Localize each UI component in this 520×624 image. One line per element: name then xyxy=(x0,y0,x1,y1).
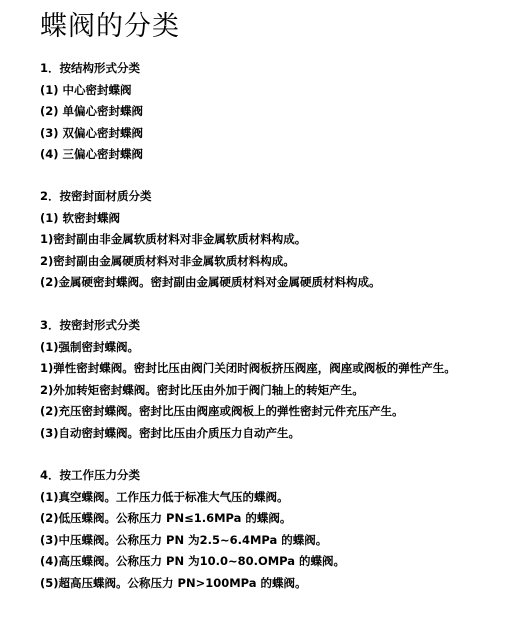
list-item: (1)真空蝶阀。工作压力低于标准大气压的蝶阀。 xyxy=(40,489,289,504)
section-seal-form xyxy=(40,315,456,445)
list-item: (2)充压密封蝶阀。密封比压由阀座或阀板上的弹性密封元件充压产生。 xyxy=(40,404,404,419)
section-heading: 1．按结构形式分类 xyxy=(40,61,141,75)
list-item: (3)中压蝶阀。公称压力 PN 为2.5~6.4MPa 的蝶阀。 xyxy=(40,532,328,547)
list-item: (2) 单偏心密封蝶阀 xyxy=(40,104,144,119)
list-item: (3)自动密封蝶阀。密封比压由介质压力自动产生。 xyxy=(40,425,301,440)
section-seal-material xyxy=(40,186,381,294)
list-item: (2)低压蝶阀。公称压力 PN≤1.6MPa 的蝶阀。 xyxy=(40,511,292,526)
list-item: 1)弹性密封蝶阀。密封比压由阀门关闭时阀板挤压阀座，阀座或阀板的弹性产生。 xyxy=(40,361,456,376)
list-item: (4) 三偏心密封蝶阀 xyxy=(40,147,144,162)
section-pressure xyxy=(40,465,345,595)
list-item: (5)超高压蝶阀。公称压力 PN>100MPa 的蝶阀。 xyxy=(40,575,307,590)
list-item: (1) 软密封蝶阀 xyxy=(40,210,121,225)
list-item: 2)密封副由金属硬质材料对非金属软质材料构成。 xyxy=(40,253,295,268)
section-heading: 2．按密封面材质分类 xyxy=(40,189,152,203)
list-item: 1)密封副由非金属软质材料对非金属软质材料构成。 xyxy=(40,232,307,247)
section-heading: 4．按工作压力分类 xyxy=(40,468,141,482)
list-item: 2)外加转矩密封蝶阀。密封比压由外加于阀门轴上的转矩产生。 xyxy=(40,382,364,397)
section-structure xyxy=(40,58,143,166)
list-item: (2)金属硬密封蝶阀。密封副由金属硬质材料对金属硬质材料构成。 xyxy=(40,275,381,290)
list-item: (1)强制密封蝶阀。 xyxy=(40,339,140,354)
list-item: (1) 中心密封蝶阀 xyxy=(40,82,132,97)
list-item: (4)高压蝶阀。公称压力 PN 为10.0~80.OMPa 的蝶阀。 xyxy=(40,554,346,569)
list-item: (3) 双偏心密封蝶阀 xyxy=(40,125,144,140)
section-heading: 3．按密封形式分类 xyxy=(40,318,141,332)
page-title: 蝶阀的分类 xyxy=(40,11,180,42)
